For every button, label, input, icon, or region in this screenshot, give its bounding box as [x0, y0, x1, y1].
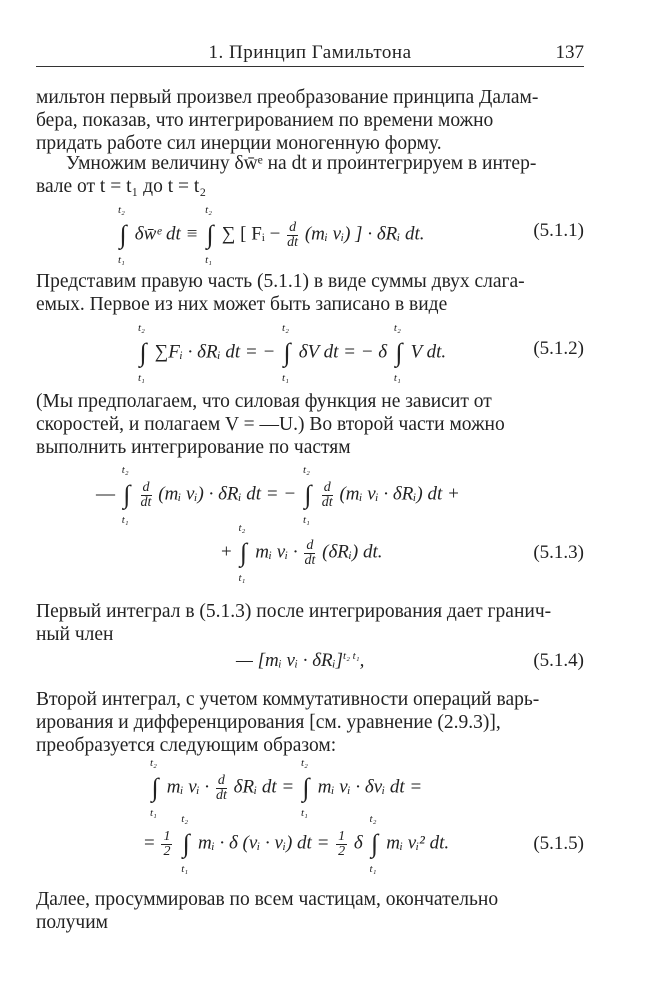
- text-line: преобразуется следующим образом:: [36, 735, 337, 756]
- equation-5-1-2: [36, 322, 584, 384]
- paragraph-7: [36, 888, 584, 934]
- equation-number: (5.1.2): [533, 338, 584, 359]
- paragraph-5: [36, 600, 584, 646]
- eq-term: ∑ [ Fᵢ −: [221, 223, 281, 245]
- integral-sign: ∫ t₂ t₁: [393, 322, 403, 384]
- eq-term: mᵢ vᵢ ·: [166, 776, 210, 798]
- text-line: ный член: [36, 624, 114, 645]
- integral-sign: ∫ t₂ t₁: [369, 813, 379, 875]
- eq-term: mᵢ · δ (vᵢ · vᵢ) dt =: [197, 832, 330, 854]
- text-line: вале от t = t₁ до t = t₂: [36, 176, 207, 197]
- equation-5-1-1: [36, 204, 584, 266]
- paragraph-3: [36, 270, 584, 316]
- paragraph-4: [36, 390, 584, 459]
- eq-term: mᵢ vᵢ² dt.: [386, 832, 450, 854]
- paragraph-1: [36, 86, 584, 155]
- text-line: ирования и дифференцирования [см. уравнение (2.9.3)],: [36, 712, 501, 733]
- fraction: $\frac{d}{dt}$: [140, 479, 152, 510]
- eq-term: (mᵢ vᵢ) · δRᵢ dt = −: [158, 483, 297, 505]
- eq-term: δRᵢ dt =: [233, 776, 295, 798]
- fraction: $\frac{d}{dt}$: [304, 537, 316, 568]
- eq-term: — [mᵢ vᵢ · δRᵢ]: [236, 650, 344, 671]
- eq-term: ∑Fᵢ · δRᵢ dt = −: [154, 341, 276, 363]
- equation-number: (5.1.5): [533, 833, 584, 854]
- equation-5-1-3: — ∫ t₂ t₁ $\frac{d}{dt}$ (mᵢ vᵢ) · δRᵢ dt = − ∫ t₂ t₁ $\frac{d}{dt}$ (mᵢ vᵢ · δRᵢ) dt + + ∫ t₂ t₁ mᵢ vᵢ · $\frac{d}{dt}$ (δRᵢ) dt. (5.1.3): [96, 464, 584, 584]
- text-line: бера, показав, что интегрированием по времени можно: [36, 110, 494, 131]
- fraction: $\frac{d}{dt}$: [215, 772, 227, 803]
- integral-sign: ∫ t₂ t₁: [300, 757, 310, 819]
- fraction: $\frac{1}{2}$: [163, 828, 171, 859]
- eq-term: V dt.: [410, 341, 447, 363]
- equation-number: (5.1.1): [533, 220, 584, 241]
- eq-term: δV dt = − δ: [298, 341, 388, 363]
- fraction: $\frac{d}{dt}$: [287, 219, 299, 250]
- eq-term: mᵢ vᵢ ·: [255, 541, 298, 563]
- text-line: емых. Первое из них может быть записано в виде: [36, 294, 448, 315]
- integral-sign: ∫ t₂ t₁: [121, 464, 131, 526]
- text-line: придать работе сил инерции моногенную форму.: [36, 133, 442, 154]
- integral-sign: ∫ t₂ t₁: [238, 522, 248, 584]
- text-line: Представим правую часть (5.1.1) в виде суммы двух слага-: [36, 271, 525, 292]
- equation-number: (5.1.4): [533, 650, 584, 671]
- text-line: Первый интеграл в (5.1.3) после интегрирования дает гранич-: [36, 601, 552, 622]
- paragraph-2: [36, 152, 584, 198]
- eq-term: δw̄ᵉ dt ≡: [134, 223, 199, 245]
- text-line: мильтон первый произвел преобразование принципа Далам-: [36, 87, 539, 108]
- text-line: выполнить интегрирование по частям: [36, 437, 351, 458]
- running-header: [36, 40, 584, 67]
- equation-number: (5.1.3): [533, 542, 584, 563]
- eq-term: mᵢ vᵢ · δvᵢ dt =: [317, 776, 423, 798]
- eq-term: (mᵢ vᵢ) ] · δRᵢ dt.: [304, 223, 425, 245]
- text-line: Умножим величину δw̄ᵉ на dt и проинтегрируем в интер-: [66, 153, 537, 174]
- eq-term: δ: [353, 832, 363, 854]
- text-line: (Мы предполагаем, что силовая функция не зависит от: [36, 391, 492, 412]
- integral-sign: ∫ t₂ t₁: [302, 464, 312, 526]
- integral-sign: ∫ t₂ t₁: [138, 322, 147, 384]
- eq-term: (mᵢ vᵢ · δRᵢ) dt +: [339, 483, 460, 505]
- text-line: Далее, просуммировав по всем частицам, окончательно: [36, 889, 499, 910]
- integral-sign: ∫ t₂ t₁: [282, 322, 291, 384]
- fraction: $\frac{1}{2}$: [338, 828, 346, 859]
- text-line: Второй интеграл, с учетом коммутативности операций варь-: [36, 689, 540, 710]
- equation-5-1-4: — [mᵢ vᵢ · δRᵢ]$^{t_2 t_1}$, (5.1.4): [236, 650, 584, 671]
- eq-term: (δRᵢ) dt.: [322, 541, 383, 563]
- text-line: получим: [36, 912, 108, 933]
- integral-sign: ∫ t₂ t₁: [150, 757, 159, 819]
- header-title: 1. Принцип Гамильтона: [208, 42, 412, 63]
- equation-5-1-5: ∫ t₂ t₁ mᵢ vᵢ · $\frac{d}{dt}$ δRᵢ dt = ∫ t₂ t₁ mᵢ vᵢ · δvᵢ dt = = $\frac{1}{2}$ ∫ t₂ t₁ mᵢ · δ (vᵢ · vᵢ) dt = $\frac{1}{2}$ δ ∫ t₂ t₁ mᵢ vᵢ² dt. (5.1.5): [144, 757, 584, 875]
- paragraph-6: [36, 688, 584, 757]
- integral-sign: ∫ t₂ t₁: [181, 813, 190, 875]
- fraction: $\frac{d}{dt}$: [321, 479, 333, 510]
- text-line: скоростей, и полагаем V = —U.) Во второй части можно: [36, 414, 505, 435]
- page-number: 137: [555, 42, 584, 63]
- integral-sign: ∫ t₂ t₁: [205, 204, 214, 266]
- integral-sign: ∫ t₂ t₁: [118, 204, 127, 266]
